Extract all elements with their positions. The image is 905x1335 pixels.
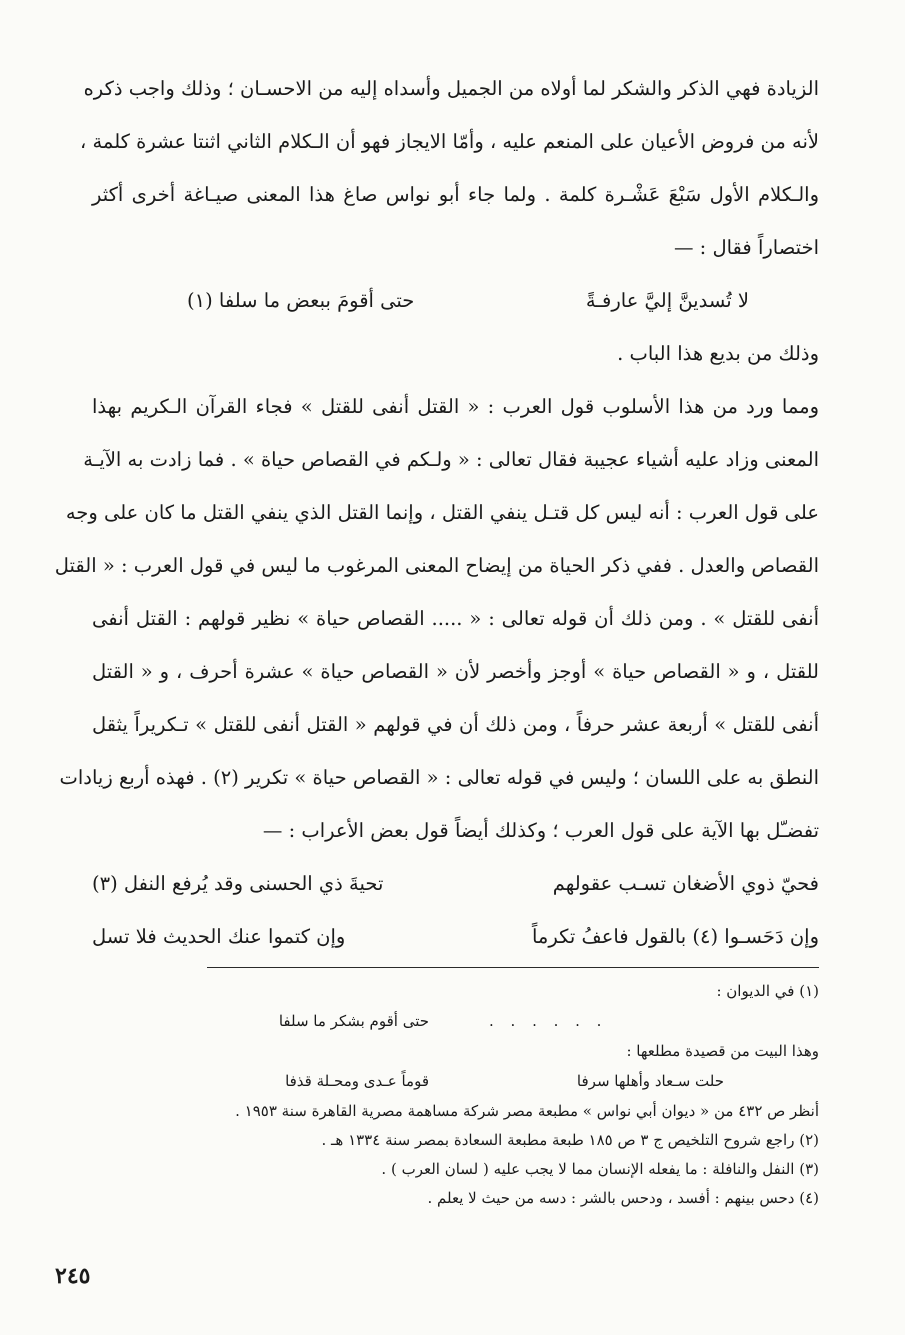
footnote-1-verse-2-second: قوماً عـدى ومحـلة قذفا xyxy=(285,1072,429,1090)
text-line: القصاص والعدل . ففي ذكر الحياة من إيضاح المعنى المرغوب ما ليس في قول العرب : « القتل xyxy=(54,554,819,577)
text-line: أنفى للقتل » . ومن ذلك أن قوله تعالى : « ..... القصاص حياة » نظير قولهم : القتل أنفى xyxy=(92,607,819,630)
text-line: والـكلام الأول سَبْعَ عَشْـرة كلمة . ولما جاء أبو نواس صاغ هذا المعنى صيـاغة أخرى أكثر xyxy=(92,183,819,206)
text-line: تفضـّل بها الآية على قول العرب ؛ وكذلك أيضاً قول بعض الأعراب : — xyxy=(262,819,819,842)
footnote-separator xyxy=(92,963,819,975)
page-number: ٢٤٥ xyxy=(55,1263,91,1289)
text-line: أنفى للقتل » أربعة عشر حرفاً ، ومن ذلك أن في قولهم « القتل أنفى للقتل » تـكريراً يثقل xyxy=(92,713,819,736)
verse-2-line-1 xyxy=(92,857,819,910)
verse-2a-left-hemistich: تحيةَ ذي الحسنى وقد يُرفع النفل (٣) xyxy=(92,872,384,895)
footnote-1-label: (١) في الديوان : xyxy=(716,982,819,1000)
footnote-1-line-2: وهذا البيت من قصيدة مطلعها : xyxy=(626,1042,819,1060)
footnote-4: (٤) دحس بينهم : أفسد ، ودحس بالشر : دسه من حيث لا يعلم . xyxy=(427,1189,819,1207)
footnote-3: (٣) النفل والنافلة : ما يفعله الإنسان مما لا يجب عليه ( لسان العرب ) . xyxy=(381,1160,819,1178)
separator-line xyxy=(207,967,819,968)
paragraph-2 xyxy=(54,380,819,857)
text-line: ومما ورد من هذا الأسلوب قول العرب : « القتل أنفى للقتل » فجاء القرآن الـكريم بهذا xyxy=(92,395,819,418)
text-line: وذلك من بديع هذا الباب . xyxy=(617,342,819,365)
footnote-1-verse-2-first: حلت سـعاد وأهلها سرفا xyxy=(576,1072,724,1090)
footnote-1-verse-2 xyxy=(92,1066,819,1097)
verse-2b-left-hemistich: وإن كتموا عنك الحديث فلا تسل xyxy=(92,925,346,948)
text-line: لأنه من فروض الأعيان على المنعم عليه ، وأمّا الايجاز فهو أن الـكلام الثاني اثنتا عشرة كلمة ، xyxy=(79,130,819,153)
text-line: للقتل ، و « القصاص حياة » أوجز وأخصر لأن « القصاص حياة » عشرة أحرف ، و « القتل xyxy=(92,660,819,683)
verse-1-first-hemistich: لا تُسدينَّ إليَّ عارفـةً xyxy=(585,289,749,312)
text-line: اختصاراً فقال : — xyxy=(673,236,819,259)
verse-1-second-hemistich: حتى أقومَ ببعض ما سلفا (١) xyxy=(187,289,415,312)
text-line: على قول العرب : أنه ليس كل قتـل ينفي القتل ، وإنما القتل الذي ينفي القتل ما كان على وجه xyxy=(65,501,819,524)
text-line: الزيادة فهي الذكر والشكر لما أولاه من الجميل وأسداه إليه من الاحسـان ؛ وذلك واجب ذكره xyxy=(83,77,819,100)
footnotes xyxy=(92,975,819,1213)
text-line: النطق به على اللسان ؛ وليس في قوله تعالى : « القصاص حياة » تكرير (٢) . فهذه أربع زيادات xyxy=(59,766,819,789)
verse-2b-right-hemistich: وإن دَحَسـوا (٤) بالقول فاعفُ تكرماً xyxy=(531,925,819,948)
text-line: المعنى وزاد عليه أشياء عجيبة فقال تعالى : « ولـكم في القصاص حياة » . فما زادت به الآيـة xyxy=(83,448,819,471)
footnote-1-verse-dots: . . . . . . xyxy=(489,1012,608,1030)
paragraph-1 xyxy=(79,62,819,274)
footnote-1-line-3: أنظر ص ٤٣٢ من « ديوان أبي نواس » مطبعة مصر شركة مساهمة مصرية القاهرة سنة ١٩٥٣ . xyxy=(235,1102,819,1120)
footnote-1-verse xyxy=(92,1006,819,1037)
verse-2-line-2 xyxy=(92,910,819,963)
footnote-1-verse-text: حتى أقوم بشكر ما سلفا xyxy=(278,1012,429,1030)
verse-1 xyxy=(92,274,819,327)
verse-2a-right-hemistich: فحيّ ذوي الأضغان تسـب عقولهم xyxy=(552,872,819,895)
footnote-2: (٢) راجع شروح التلخيص ج ٣ ص ١٨٥ طبعة مطبعة السعادة بمصر سنة ١٣٣٤ هـ . xyxy=(321,1131,819,1149)
